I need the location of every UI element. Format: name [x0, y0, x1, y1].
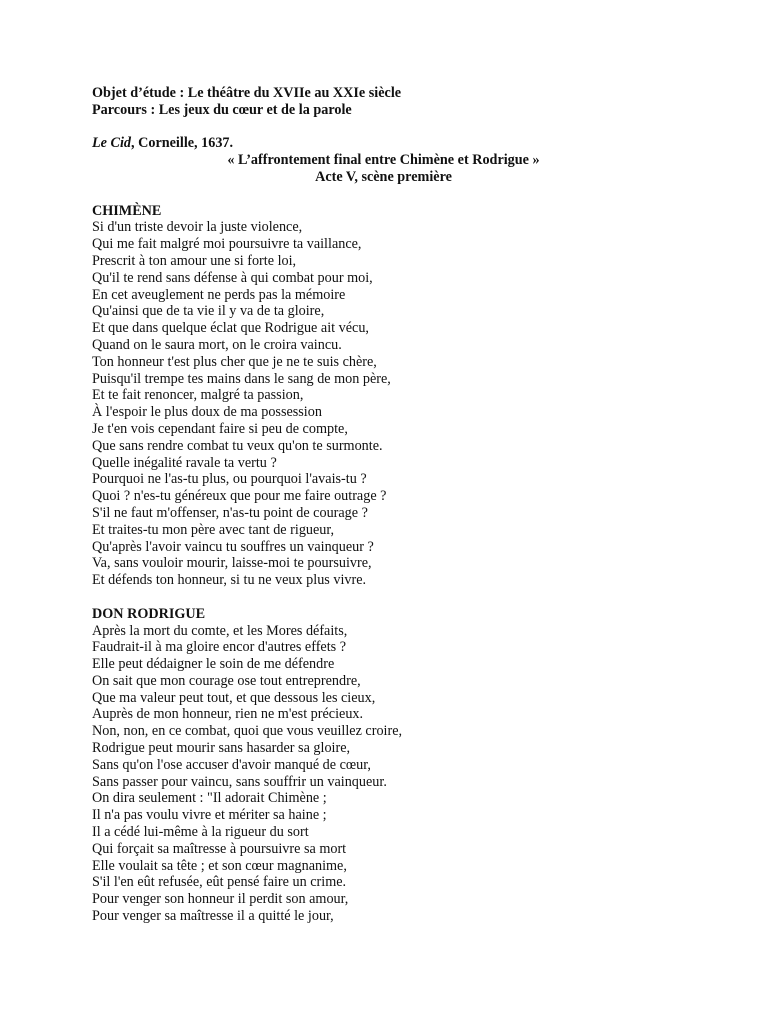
spacer — [92, 119, 692, 136]
spacer — [92, 589, 692, 606]
verse-line: Pour venger sa maîtresse il a quitté le jour, — [92, 908, 334, 925]
speaker-name: DON RODRIGUE — [92, 605, 206, 622]
spacer — [92, 186, 692, 203]
verse-line: Si d'un triste devoir la juste violence, — [92, 219, 303, 236]
verse-line: Pour venger son honneur il perdit son amour, — [92, 891, 349, 908]
verse-line: Rodrigue peut mourir sans hasarder sa gloire, — [92, 740, 351, 757]
verse-line: Que ma valeur peut tout, et que dessous les cieux, — [92, 689, 376, 706]
verse-line: En cet aveuglement ne perds pas la mémoire — [92, 286, 346, 303]
verse-line: Puisqu'il trempe tes mains dans le sang de mon père, — [92, 370, 391, 387]
verse-line: Ton honneur t'est plus cher que je ne te suis chère, — [92, 353, 377, 370]
scene-heading: Acte V, scène première — [315, 168, 452, 185]
verse-line: À l'espoir le plus doux de ma possession — [92, 404, 322, 421]
verse-line: Quoi ? n'es-tu généreux que pour me faire outrage ? — [92, 488, 387, 505]
verse-line: On dira seulement : "Il adorait Chimène ; — [92, 790, 327, 807]
speaker-name: CHIMÈNE — [92, 202, 162, 219]
work-details: , Corneille, 1637. — [131, 135, 234, 152]
verse-line: Et te fait renoncer, malgré ta passion, — [92, 387, 304, 404]
verse-line: On sait que mon courage ose tout entreprendre, — [92, 672, 361, 689]
verse-line: Que sans rendre combat tu veux qu'on te surmonte. — [92, 437, 383, 454]
parcours-heading: Parcours : Les jeux du cœur et de la parole — [92, 101, 352, 118]
speech-don-rodrigue — [92, 606, 692, 925]
verse-line: Quand on le saura mort, on le croira vaincu. — [92, 336, 342, 353]
verse-line: S'il l'en eût refusée, eût pensé faire un crime. — [92, 874, 347, 891]
verse-line: Sans passer pour vaincu, sans souffrir un vainqueur. — [92, 773, 387, 790]
verse-line: Qui me fait malgré moi poursuivre ta vaillance, — [92, 236, 362, 253]
verse-line: Il n'a pas voulu vivre et mériter sa haine ; — [92, 807, 327, 824]
verse-line: Faudrait-il à ma gloire encor d'autres effets ? — [92, 639, 347, 656]
speech-chimene — [92, 203, 692, 589]
verse-line: S'il ne faut m'offenser, n'as-tu point de courage ? — [92, 504, 368, 521]
verse-line: Qui forçait sa maîtresse à poursuivre sa mort — [92, 840, 347, 857]
verse-line: Elle voulait sa tête ; et son cœur magnanime, — [92, 857, 347, 874]
verse-line: Qu'ainsi que de ta vie il y va de ta gloire, — [92, 303, 325, 320]
work-reference — [92, 135, 692, 152]
verse-line: Non, non, en ce combat, quoi que vous veuillez croire, — [92, 723, 403, 740]
verse-line: Qu'il te rend sans défense à qui combat pour moi, — [92, 269, 373, 286]
verse-line: Et que dans quelque éclat que Rodrigue ait vécu, — [92, 320, 369, 337]
verse-line: Après la mort du comte, et les Mores défaits, — [92, 622, 348, 639]
verse-line: Et traites-tu mon père avec tant de rigueur, — [92, 521, 335, 538]
verse-line: Va, sans vouloir mourir, laisse-moi te poursuivre, — [92, 555, 372, 572]
verse-line: Quelle inégalité ravale ta vertu ? — [92, 454, 277, 471]
objet-etude-heading: Objet d’étude : Le théâtre du XVIIe au XXIe siècle — [92, 85, 402, 101]
document-page — [92, 85, 692, 925]
verse-line: Et défends ton honneur, si tu ne veux plus vivre. — [92, 572, 367, 589]
work-title: Le Cid — [92, 135, 132, 152]
verse-line: Prescrit à ton amour une si forte loi, — [92, 252, 297, 269]
verse-line: Il a cédé lui-même à la rigueur du sort — [92, 824, 309, 841]
verse-line: Je t'en vois cependant faire si peu de compte, — [92, 420, 348, 437]
verse-line: Elle peut dédaigner le soin de me défendre — [92, 656, 335, 673]
verse-line: Auprès de mon honneur, rien ne m'est précieux. — [92, 706, 364, 723]
verse-line: Qu'après l'avoir vaincu tu souffres un vainqueur ? — [92, 538, 374, 555]
verse-line: Sans qu'on l'ose accuser d'avoir manqué de cœur, — [92, 756, 371, 773]
excerpt-title: « L’affrontement final entre Chimène et Rodrigue » — [227, 152, 540, 169]
verse-line: Pourquoi ne l'as-tu plus, ou pourquoi l'avais-tu ? — [92, 471, 367, 488]
